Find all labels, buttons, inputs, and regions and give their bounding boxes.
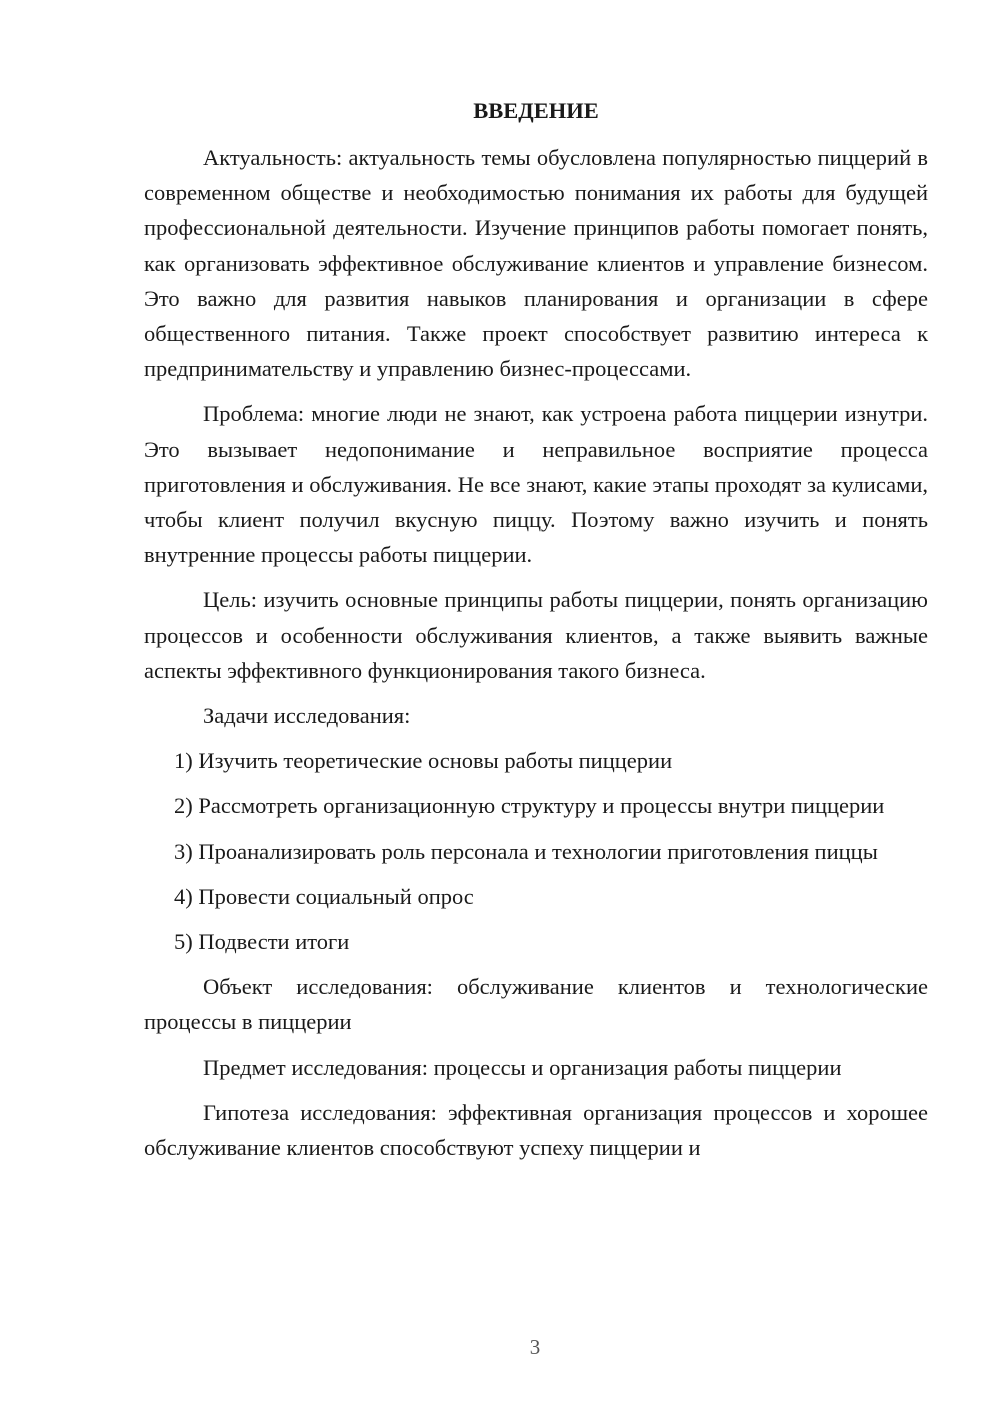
section-title: ВВЕДЕНИЕ: [473, 98, 599, 123]
tasks-heading: Задачи исследования:: [203, 703, 411, 729]
task-item-2: 2) Рассмотреть организационную структуру и процессы внутри пиццерии: [174, 793, 885, 819]
paragraph-object: Объект исследования: обслуживание клиентов и технологические процессы в пиццерии: [144, 974, 928, 1035]
task-item-4: 4) Провести социальный опрос: [174, 883, 474, 909]
paragraph-relevance: Актуальность: актуальность темы обусловлена популярностью пиццерий в современном обществе и необходимостью понимания их работы для будущей профессиональной деятельности. Изучение принципов работы помогает понять, как организовать эффективное обслуживание клиентов и управление бизнесом. Это важно для развития навыков планирования и организации в сфере общественного питания. Также проект способствует развитию интереса к предпринимательству и управлению бизнес-процессами.: [144, 145, 928, 382]
page-number: 3: [529, 1335, 541, 1359]
page-content: [144, 94, 928, 1175]
paragraph-goal: Цель: изучить основные принципы работы пиццерии, понять организацию процессов и особенности обслуживания клиентов, а также выявить важные аспекты эффективного функционирования такого бизнеса.: [144, 587, 928, 683]
paragraph-subject: Предмет исследования: процессы и организация работы пиццерии: [203, 1054, 842, 1080]
task-item-5: 5) Подвести итоги: [174, 929, 350, 955]
task-item-3: 3) Проанализировать роль персонала и технологии приготовления пиццы: [174, 838, 878, 864]
paragraph-problem: Проблема: многие люди не знают, как устроена работа пиццерии изнутри. Это вызывает недопонимание и неправильное восприятие процесса приготовления и обслуживания. Не все знают, какие этапы проходят за кулисами, чтобы клиент получил вкусную пиццу. Поэтому важно изучить и понять внутренние процессы работы пиццерии.: [144, 401, 928, 568]
task-item-1: 1) Изучить теоретические основы работы пиццерии: [174, 748, 673, 774]
paragraph-hypothesis: Гипотеза исследования: эффективная организация процессов и хорошее обслуживание клиентов способствуют успеху пиццерии и: [144, 1099, 928, 1161]
